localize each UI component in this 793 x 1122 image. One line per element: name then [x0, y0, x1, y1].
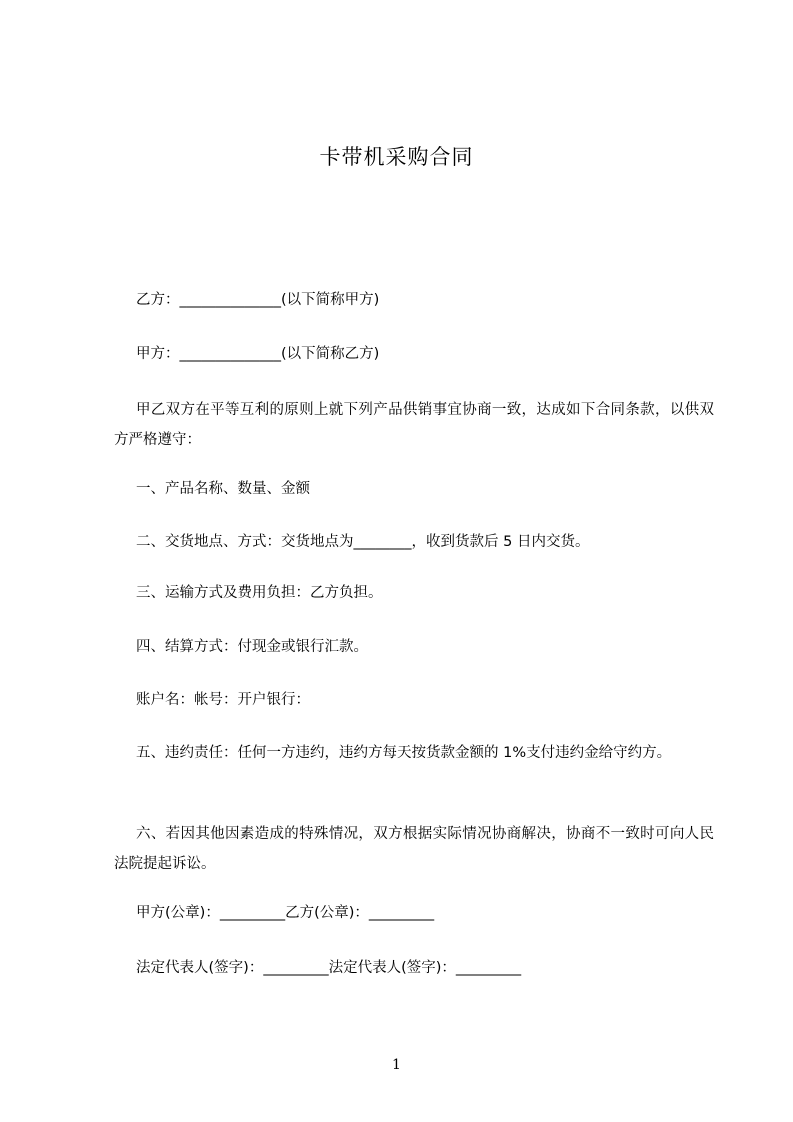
clause-1: 一、产品名称、数量、金额 — [136, 481, 310, 497]
document-title: 卡带机采购合同 — [319, 145, 474, 169]
seal-line: 甲方(公章)：_________乙方(公章)：_________ — [136, 905, 435, 921]
clause-6: 六、若因其他因素造成的特殊情况，双方根据实际情况协商解决，协商不一致时可向人民法院提起诉讼。 — [114, 826, 714, 872]
clause-4: 四、结算方式：付现金或银行汇款。 — [136, 639, 368, 655]
account-line: 账户名：帐号：开户银行： — [136, 692, 310, 708]
signature-line: 法定代表人(签字)：_________法定代表人(签字)：_________ — [136, 960, 522, 976]
clause-2: 二、交货地点、方式：交货地点为________，收到货款后 5 日内交货。 — [136, 534, 590, 550]
clause-5: 五、违约责任：任何一方违约，违约方每天按货款金额的 1%支付违约金给守约方。 — [136, 745, 672, 761]
intro-paragraph: 甲乙双方在平等互利的原则上就下列产品供销事宜协商一致，达成如下合同条款，以供双方严格遵守： — [114, 402, 714, 448]
party-a-line: 甲方：______________(以下简称乙方) — [136, 346, 380, 362]
page-number: 1 — [392, 1057, 401, 1073]
party-b-line: 乙方：______________(以下简称甲方) — [136, 292, 380, 308]
clause-3: 三、运输方式及费用负担：乙方负担。 — [136, 585, 383, 601]
